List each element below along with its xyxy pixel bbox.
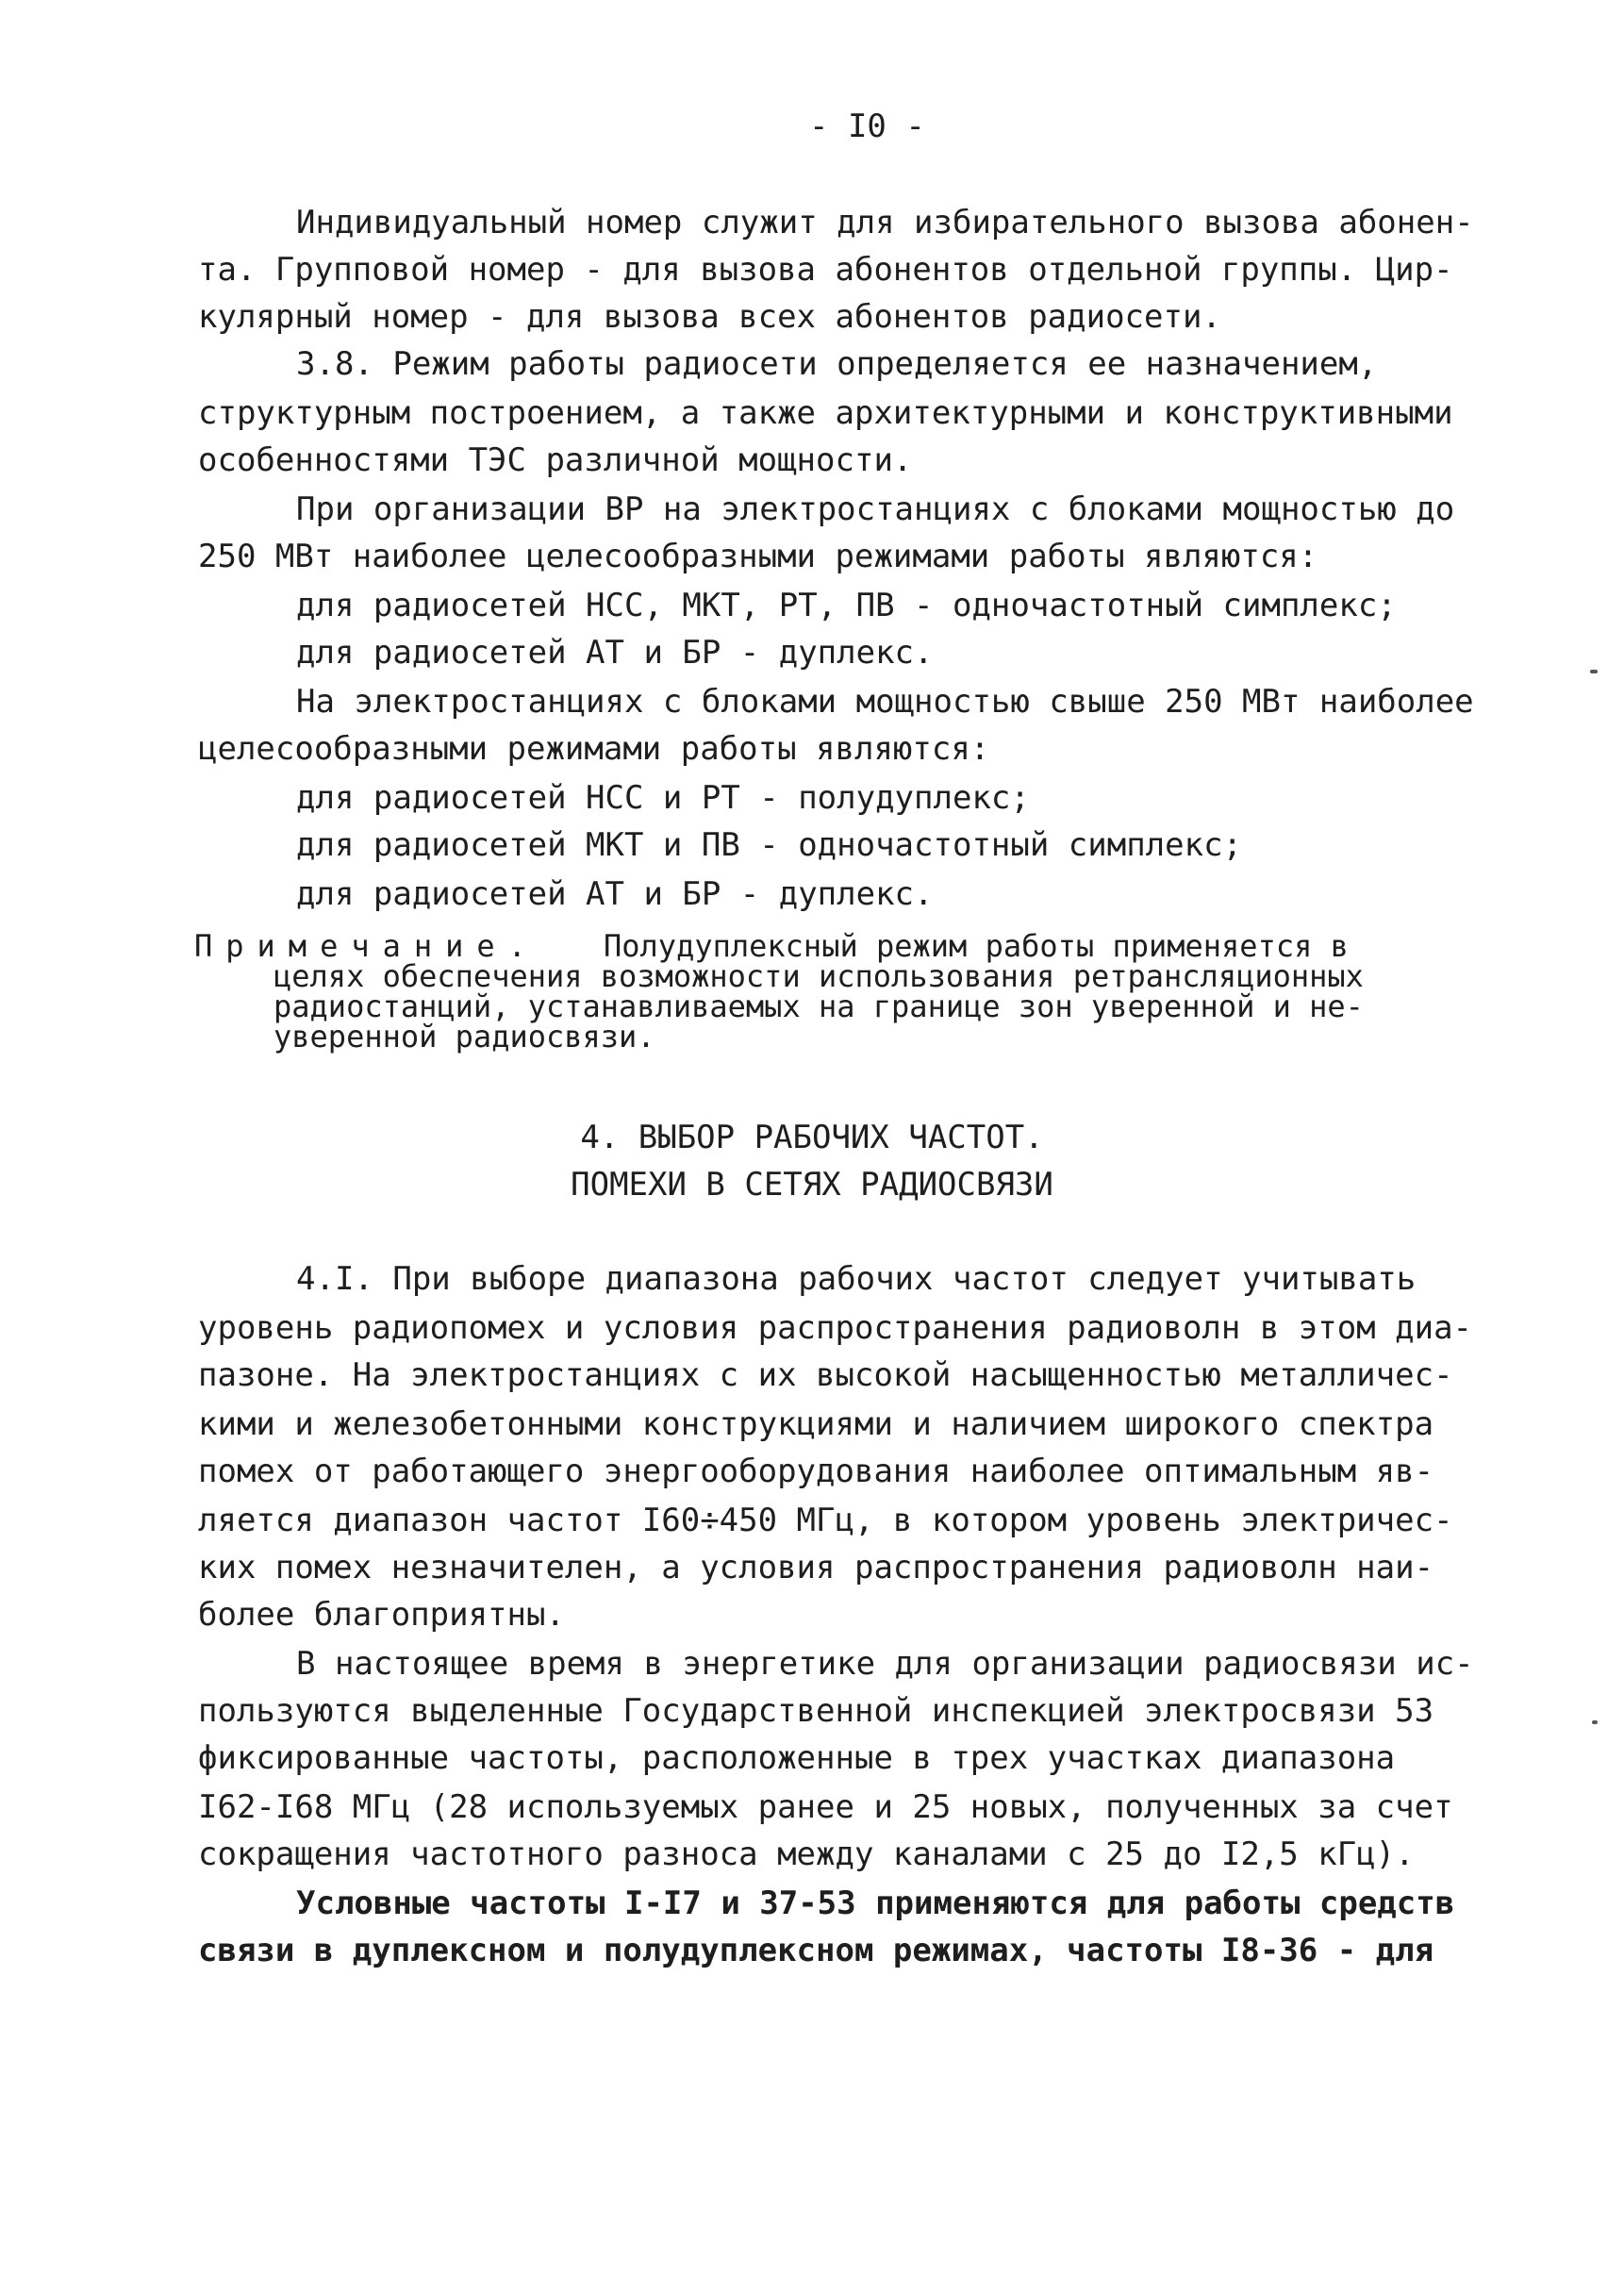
- text-line: В настоящее время в энергетике для организации радиосвязи ис-: [296, 1645, 1474, 1683]
- text-line: кими и железобетонными конструкциями и наличием широкого спектра: [198, 1405, 1434, 1443]
- text-line: уровень радиопомех и условия распространения радиоволн в этом диа-: [198, 1309, 1473, 1347]
- list-item: для радиосетей МКТ и ПВ - одночастотный симплекс;: [296, 826, 1243, 864]
- text-line: кулярный номер - для вызова всех абонентов радиосети.: [198, 298, 1221, 336]
- note-line: Полудуплексный режим работы применяется в: [604, 928, 1349, 964]
- list-item: для радиосетей АТ и БР - дуплекс.: [296, 634, 934, 672]
- section-title: 4. ВЫБОР РАБОЧИХ ЧАСТОТ.: [580, 1119, 1044, 1156]
- text-line: особенностями ТЭС различной мощности.: [198, 441, 913, 479]
- list-item: для радиосетей НСС, МКТ, РТ, ПВ - одночастотный симплекс;: [296, 587, 1397, 624]
- text-line: целесообразными режимами работы являются:: [198, 730, 990, 768]
- list-item: для радиосетей НСС и РТ - полудуплекс;: [296, 779, 1030, 817]
- text-line: структурным построением, а также архитектурными и конструктивными: [198, 394, 1453, 432]
- scan-mark: [1592, 1720, 1598, 1724]
- note-line: уверенной радиосвязи.: [273, 1019, 655, 1054]
- note-label: Примечание.: [194, 928, 539, 964]
- list-item: для радиосетей АТ и БР - дуплекс.: [296, 875, 934, 913]
- text-line: та. Групповой номер - для вызова абонентов отдельной группы. Цир-: [198, 251, 1453, 289]
- text-line: Условные частоты I-I7 и 37-53 применяются для работы средств: [296, 1885, 1455, 1922]
- note-line: целях обеспечения возможности использования ретрансляционных: [273, 958, 1364, 994]
- text-line: фиксированные частоты, расположенные в трех участках диапазона: [198, 1739, 1396, 1777]
- section-subtitle: ПОМЕХИ В СЕТЯХ РАДИОСВЯЗИ: [571, 1166, 1053, 1204]
- text-line: На электростанциях с блоками мощностью свыше 250 МВт наиболее: [296, 683, 1474, 721]
- text-line: пазоне. На электростанциях с их высокой насыщенностью металличес-: [198, 1356, 1453, 1394]
- text-line: пользуются выделенные Государственной инспекцией электросвязи 53: [198, 1692, 1434, 1730]
- text-line: помех от работающего энергооборудования наиболее оптимальным яв-: [198, 1453, 1434, 1490]
- text-line: сокращения частотного разноса между каналами с 25 до I2,5 кГц).: [198, 1835, 1415, 1873]
- scan-mark: [1590, 670, 1598, 673]
- text-line: ляется диапазон частот I60÷450 МГц, в котором уровень электричес-: [198, 1502, 1453, 1539]
- text-line: более благоприятны.: [198, 1596, 565, 1634]
- text-line: Индивидуальный номер служит для избирательного вызова абонен-: [296, 204, 1474, 241]
- text-line: При организации ВР на электростанциях с блоками мощностью до: [296, 490, 1455, 528]
- text-line: I62-I68 МГц (28 используемых ранее и 25 новых, полученных за счет: [198, 1788, 1453, 1826]
- note-line: радиостанций, устанавливаемых на границе зон уверенной и не-: [273, 988, 1364, 1024]
- text-line: связи в дуплексном и полудуплексном режимах, частоты I8-36 - для: [198, 1932, 1434, 1969]
- page-number: - I0 -: [809, 108, 925, 145]
- text-line: 3.8. Режим работы радиосети определяется ее назначением,: [296, 345, 1378, 383]
- text-line: 250 МВт наиболее целесообразными режимами работы являются:: [198, 538, 1318, 575]
- text-line: ких помех незначителен, а условия распространения радиоволн наи-: [198, 1549, 1434, 1586]
- text-line: 4.I. При выборе диапазона рабочих частот следует учитывать: [296, 1260, 1417, 1298]
